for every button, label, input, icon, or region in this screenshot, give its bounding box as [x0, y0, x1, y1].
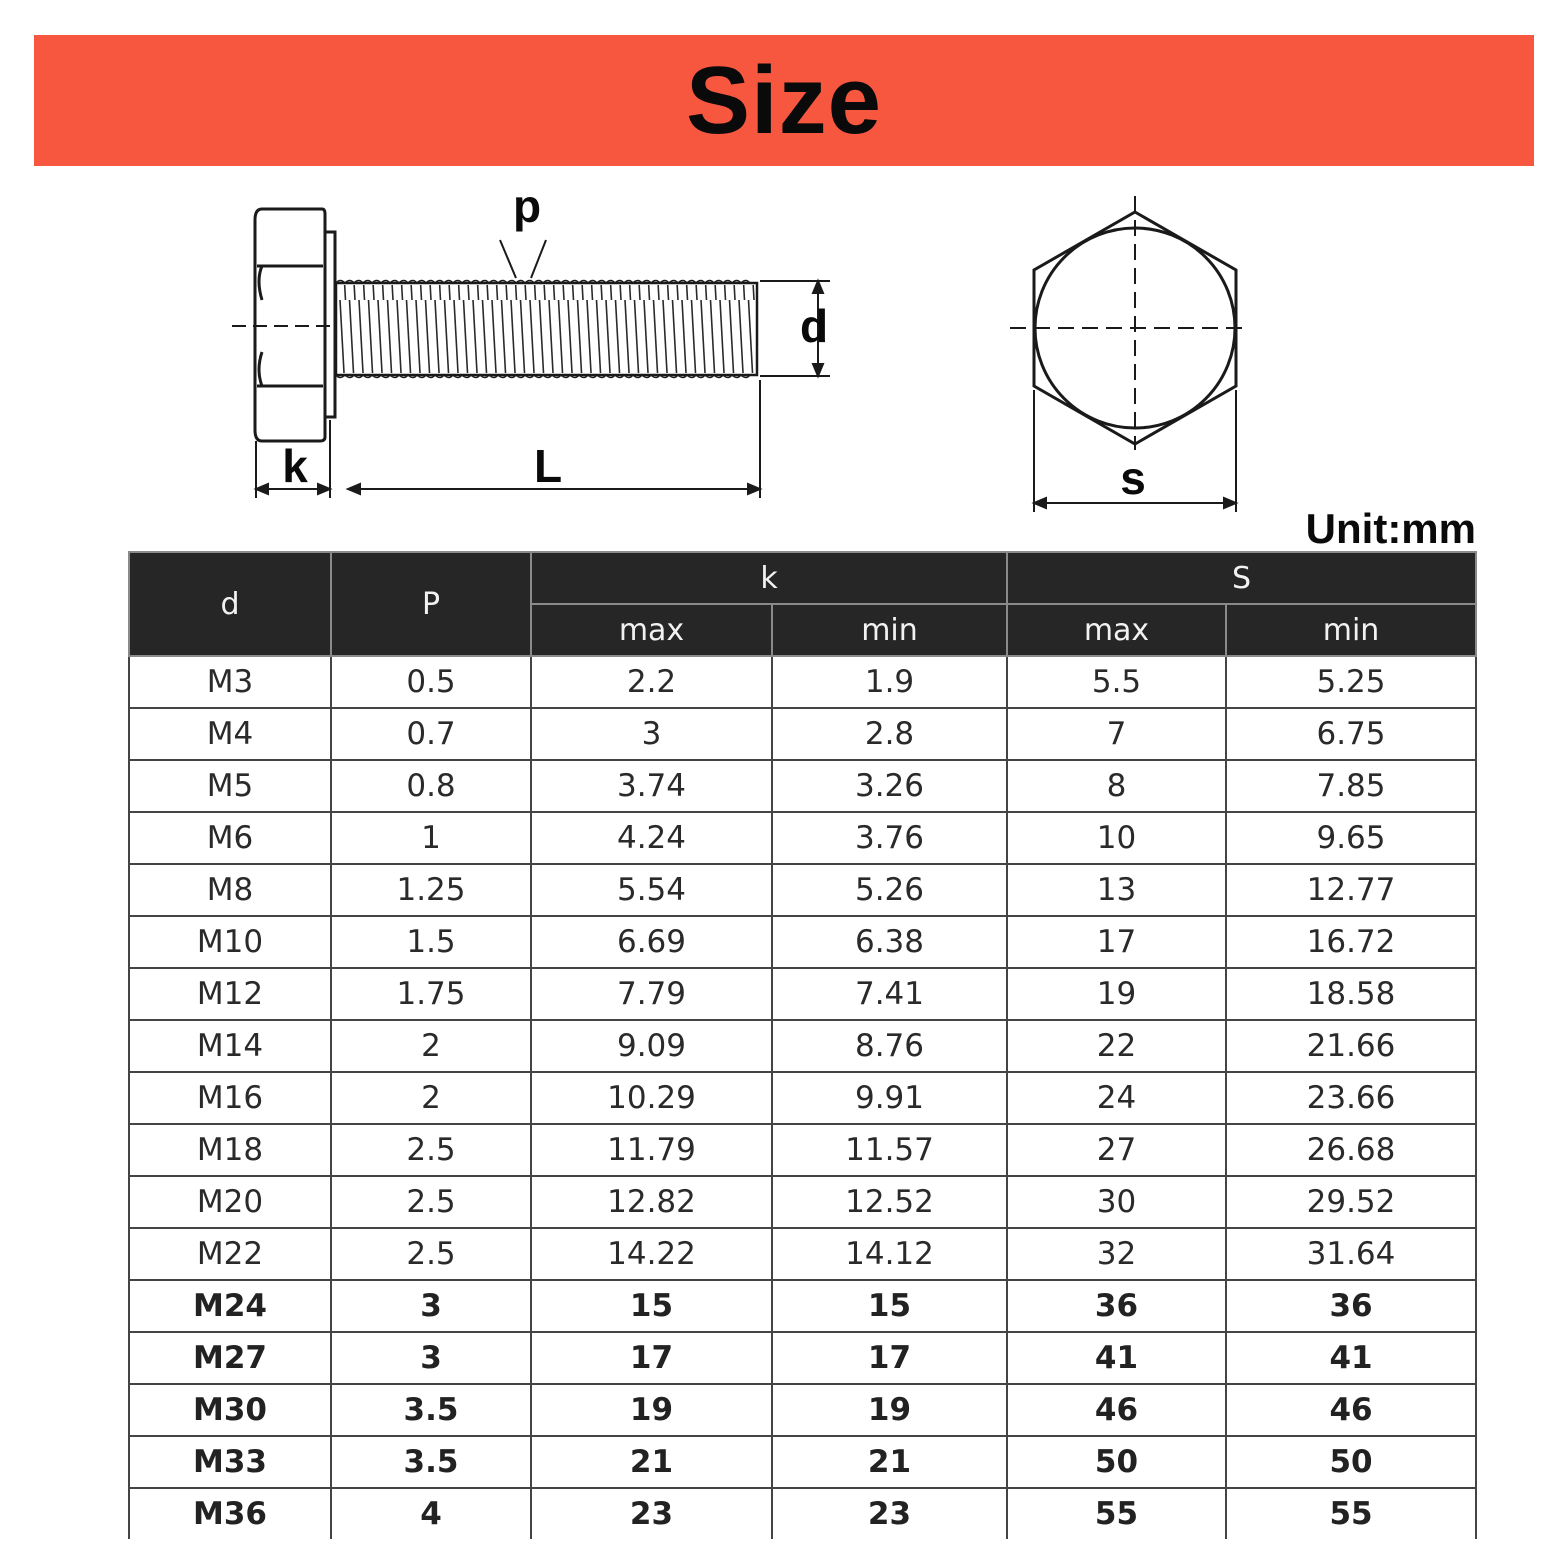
pitch-label: p: [512, 180, 542, 232]
cell-d: M33: [129, 1436, 331, 1488]
cell-k-max: 7.79: [531, 968, 772, 1020]
header-k-max: max: [531, 604, 772, 656]
cell-k-min: 23: [772, 1488, 1007, 1539]
cell-s-min: 55: [1226, 1488, 1476, 1539]
cell-k-max: 10.29: [531, 1072, 772, 1124]
cell-s-min: 31.64: [1226, 1228, 1476, 1280]
header-p: P: [331, 552, 531, 656]
cell-p: 0.7: [331, 708, 531, 760]
pitch-indicator: [500, 240, 546, 278]
table-row: [129, 708, 1476, 760]
cell-d: M8: [129, 864, 331, 916]
cell-k-min: 1.9: [772, 656, 1007, 708]
cell-k-max: 11.79: [531, 1124, 772, 1176]
cell-s-min: 7.85: [1226, 760, 1476, 812]
cell-k-min: 9.91: [772, 1072, 1007, 1124]
cell-s-max: 30: [1007, 1176, 1226, 1228]
cell-k-min: 15: [772, 1280, 1007, 1332]
table-row: [129, 1436, 1476, 1488]
cell-s-min: 41: [1226, 1332, 1476, 1384]
cell-s-min: 21.66: [1226, 1020, 1476, 1072]
across-flats-label: s: [1120, 452, 1146, 504]
cell-k-max: 6.69: [531, 916, 772, 968]
table-row: [129, 916, 1476, 968]
cell-p: 3: [331, 1332, 531, 1384]
header-k-min: min: [772, 604, 1007, 656]
cell-k-max: 12.82: [531, 1176, 772, 1228]
cell-d: M22: [129, 1228, 331, 1280]
cell-s-max: 19: [1007, 968, 1226, 1020]
diameter-label: d: [799, 300, 829, 352]
cell-d: M30: [129, 1384, 331, 1436]
cell-p: 2: [331, 1020, 531, 1072]
table-row: [129, 656, 1476, 708]
cell-s-max: 32: [1007, 1228, 1226, 1280]
bolt-diagram: [0, 170, 1568, 530]
cell-p: 3.5: [331, 1436, 531, 1488]
table-row: [129, 812, 1476, 864]
header-d: d: [129, 552, 331, 656]
cell-p: 1.75: [331, 968, 531, 1020]
cell-k-min: 3.76: [772, 812, 1007, 864]
cell-k-max: 14.22: [531, 1228, 772, 1280]
cell-d: M36: [129, 1488, 331, 1539]
bolt-shank: [336, 281, 757, 378]
cell-k-max: 5.54: [531, 864, 772, 916]
cell-d: M20: [129, 1176, 331, 1228]
cell-p: 1: [331, 812, 531, 864]
table-row: [129, 1280, 1476, 1332]
cell-k-min: 8.76: [772, 1020, 1007, 1072]
table-row: [129, 1228, 1476, 1280]
cell-s-min: 16.72: [1226, 916, 1476, 968]
cell-k-min: 12.52: [772, 1176, 1007, 1228]
cell-k-min: 2.8: [772, 708, 1007, 760]
cell-k-min: 19: [772, 1384, 1007, 1436]
cell-k-min: 11.57: [772, 1124, 1007, 1176]
table-row: [129, 1124, 1476, 1176]
table-header-row: [129, 552, 1476, 604]
cell-k-max: 3: [531, 708, 772, 760]
cell-d: M3: [129, 656, 331, 708]
cell-k-max: 4.24: [531, 812, 772, 864]
cell-k-min: 17: [772, 1332, 1007, 1384]
cell-d: M14: [129, 1020, 331, 1072]
cell-s-min: 6.75: [1226, 708, 1476, 760]
cell-d: M4: [129, 708, 331, 760]
cell-s-max: 5.5: [1007, 656, 1226, 708]
cell-k-max: 9.09: [531, 1020, 772, 1072]
table-row: [129, 760, 1476, 812]
cell-k-min: 21: [772, 1436, 1007, 1488]
cell-k-min: 7.41: [772, 968, 1007, 1020]
table-row: [129, 1020, 1476, 1072]
cell-k-max: 3.74: [531, 760, 772, 812]
cell-s-max: 36: [1007, 1280, 1226, 1332]
cell-k-max: 19: [531, 1384, 772, 1436]
cell-s-max: 55: [1007, 1488, 1226, 1539]
table-row: [129, 1384, 1476, 1436]
title-banner: [34, 35, 1534, 166]
table-row: [129, 1072, 1476, 1124]
cell-p: 2.5: [331, 1228, 531, 1280]
table-row: [129, 864, 1476, 916]
cell-p: 0.5: [331, 656, 531, 708]
cell-k-max: 23: [531, 1488, 772, 1539]
page-title: Size: [685, 46, 883, 154]
header-k: k: [531, 552, 1007, 604]
cell-d: M6: [129, 812, 331, 864]
cell-s-min: 50: [1226, 1436, 1476, 1488]
cell-k-min: 3.26: [772, 760, 1007, 812]
cell-s-min: 36: [1226, 1280, 1476, 1332]
cell-p: 1.5: [331, 916, 531, 968]
cell-d: M5: [129, 760, 331, 812]
cell-s-min: 18.58: [1226, 968, 1476, 1020]
cell-s-max: 8: [1007, 760, 1226, 812]
cell-s-max: 50: [1007, 1436, 1226, 1488]
cell-s-min: 29.52: [1226, 1176, 1476, 1228]
cell-d: M16: [129, 1072, 331, 1124]
cell-s-max: 10: [1007, 812, 1226, 864]
cell-s-min: 12.77: [1226, 864, 1476, 916]
cell-d: M18: [129, 1124, 331, 1176]
table-row: [129, 1488, 1476, 1539]
cell-d: M12: [129, 968, 331, 1020]
cell-k-max: 2.2: [531, 656, 772, 708]
cell-p: 2: [331, 1072, 531, 1124]
header-s-max: max: [1007, 604, 1226, 656]
cell-k-max: 17: [531, 1332, 772, 1384]
size-table: [128, 551, 1477, 1539]
cell-s-max: 13: [1007, 864, 1226, 916]
header-s-min: min: [1226, 604, 1476, 656]
cell-k-min: 14.12: [772, 1228, 1007, 1280]
cell-p: 1.25: [331, 864, 531, 916]
cell-d: M27: [129, 1332, 331, 1384]
cell-s-max: 24: [1007, 1072, 1226, 1124]
cell-s-max: 46: [1007, 1384, 1226, 1436]
cell-d: M24: [129, 1280, 331, 1332]
cell-k-max: 15: [531, 1280, 772, 1332]
header-s: S: [1007, 552, 1476, 604]
unit-label: Unit:mm: [1305, 505, 1476, 552]
cell-s-max: 7: [1007, 708, 1226, 760]
cell-p: 2.5: [331, 1124, 531, 1176]
cell-s-max: 27: [1007, 1124, 1226, 1176]
cell-s-max: 17: [1007, 916, 1226, 968]
cell-s-max: 41: [1007, 1332, 1226, 1384]
cell-p: 4: [331, 1488, 531, 1539]
cell-p: 3.5: [331, 1384, 531, 1436]
cell-s-min: 5.25: [1226, 656, 1476, 708]
cell-s-min: 46: [1226, 1384, 1476, 1436]
cell-d: M10: [129, 916, 331, 968]
head-height-label: k: [282, 440, 308, 492]
cell-p: 2.5: [331, 1176, 531, 1228]
cell-s-min: 9.65: [1226, 812, 1476, 864]
cell-k-min: 6.38: [772, 916, 1007, 968]
cell-s-min: 23.66: [1226, 1072, 1476, 1124]
cell-s-max: 22: [1007, 1020, 1226, 1072]
cell-k-max: 21: [531, 1436, 772, 1488]
table-row: [129, 1332, 1476, 1384]
cell-p: 0.8: [331, 760, 531, 812]
cell-p: 3: [331, 1280, 531, 1332]
cell-s-min: 26.68: [1226, 1124, 1476, 1176]
cell-k-min: 5.26: [772, 864, 1007, 916]
table-row: [129, 968, 1476, 1020]
length-label: L: [533, 440, 563, 492]
table-row: [129, 1176, 1476, 1228]
